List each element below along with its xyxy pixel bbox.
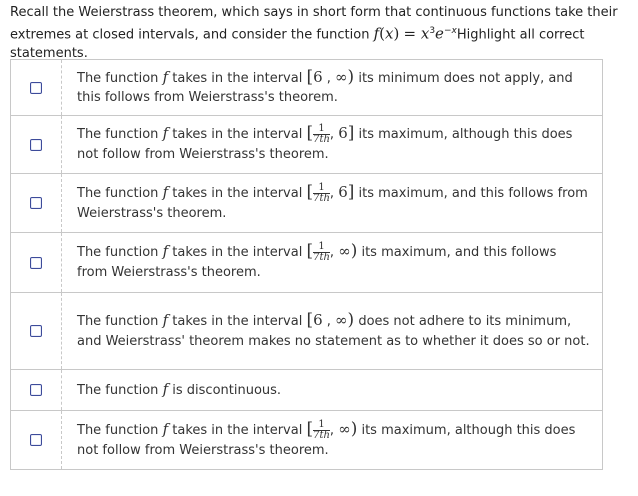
option-row[interactable] xyxy=(11,233,603,293)
option-row[interactable] xyxy=(11,174,603,233)
option-text: The function f takes in the interval [ $\frac{1}{7th}$ , ∞) its maximum, although this does not follow from Weierstrass's theorem. xyxy=(62,411,603,470)
term-x: x xyxy=(420,24,430,43)
function-f: f xyxy=(373,24,380,43)
options-table xyxy=(10,59,603,470)
option-checkbox[interactable] xyxy=(30,139,42,151)
option-text: The function f takes in the interval [6 , ∞) its minimum does not apply, and this follows from Weierstrass's theorem. xyxy=(62,60,603,116)
option-checkbox[interactable] xyxy=(30,325,42,337)
option-text: The function f takes in the interval [ $\frac{1}{7th}$ , ∞) its maximum, and this follows from Weierstrass's theorem. xyxy=(62,233,603,293)
option-checkbox[interactable] xyxy=(30,434,42,446)
option-checkbox[interactable] xyxy=(30,384,42,396)
equals-sign: = xyxy=(403,24,421,43)
question-instruction: Highlight all correct statements. xyxy=(10,27,585,62)
question-lead: Recall the Weierstrass theorem, which says in short form that continuous functions take their extremes at closed intervals, and consider the function xyxy=(10,5,618,43)
option-text: The function f takes in the interval [ $\frac{1}{7th}$ , 6] its maximum, although this does not follow from Weierstrass's theorem. xyxy=(62,116,603,174)
option-row[interactable] xyxy=(11,293,603,370)
option-row[interactable] xyxy=(11,370,603,411)
option-checkbox[interactable] xyxy=(30,82,42,94)
option-text: The function f takes in the interval [6 , ∞) does not adhere to its minimum, and Weierstrass' theorem makes no statement as to whether it does so or not. xyxy=(62,293,603,370)
option-row[interactable] xyxy=(11,411,603,470)
paren-open: ( xyxy=(379,24,386,43)
option-checkbox[interactable] xyxy=(30,257,42,269)
exponent-3: 3 xyxy=(429,26,436,36)
function-arg: x xyxy=(385,24,394,43)
option-text: The function f takes in the interval [ $\frac{1}{7th}$ , 6] its maximum, and this follows from Weierstrass's theorem. xyxy=(62,174,603,233)
option-row[interactable] xyxy=(11,60,603,116)
option-checkbox[interactable] xyxy=(30,197,42,209)
term-e: e xyxy=(435,24,444,43)
option-text: The function f is discontinuous. xyxy=(62,370,603,411)
option-row[interactable] xyxy=(11,116,603,174)
exponent-x: −x xyxy=(443,26,457,36)
question-text xyxy=(10,3,630,63)
paren-close: ) xyxy=(393,24,400,43)
